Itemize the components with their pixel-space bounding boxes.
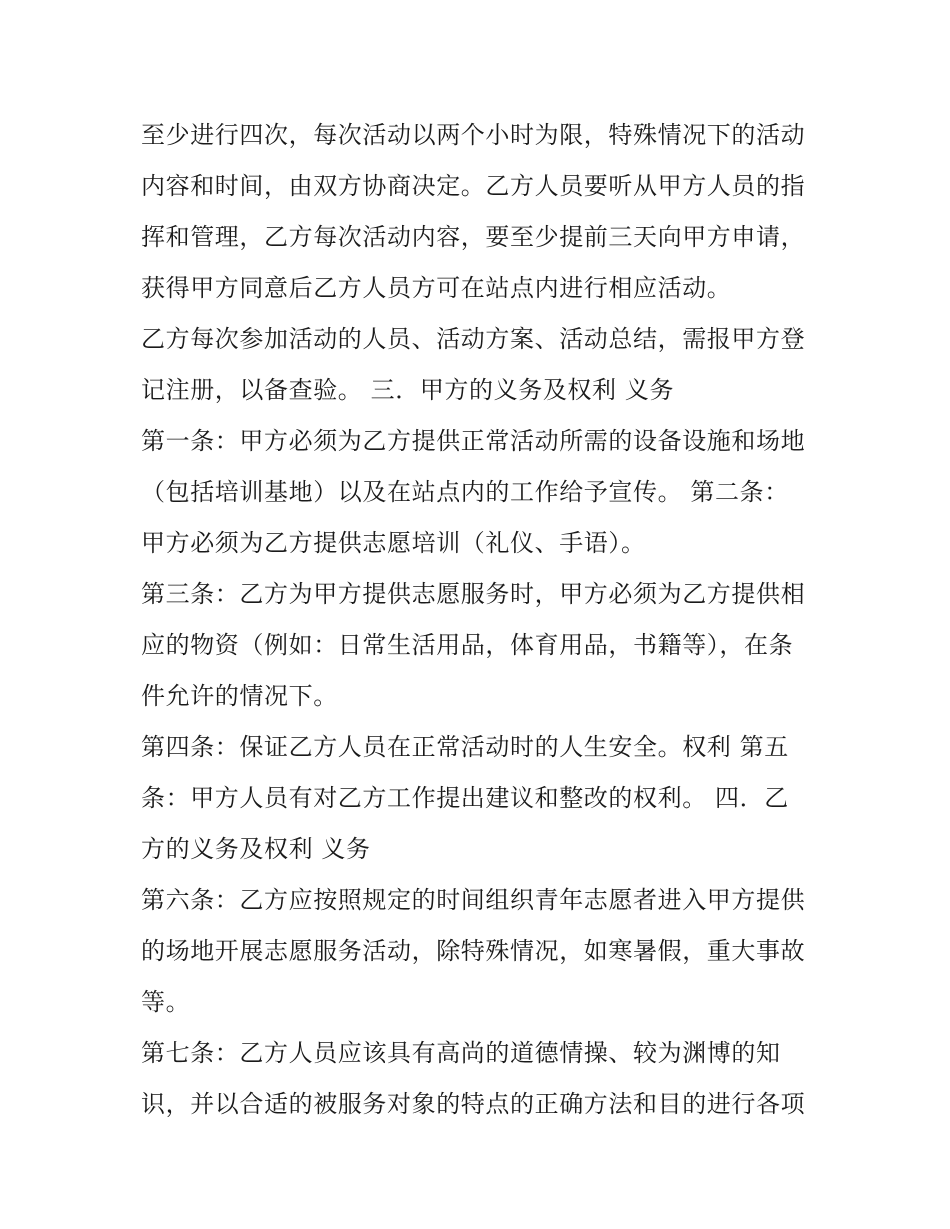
text-line: 件允许的情况下。 <box>141 682 338 710</box>
text-line: 条：甲方人员有对乙方工作提出建议和整改的权利。 四．乙 <box>141 784 789 812</box>
text-line: 内容和时间，由双方协商决定。乙方人员要听从甲方人员的指 <box>141 172 806 200</box>
text-line: 乙方每次参加活动的人员、活动方案、活动总结，需报甲方登 <box>141 325 806 353</box>
text-line: 第四条：保证乙方人员在正常活动时的人生安全。权利 第五 <box>141 733 789 761</box>
text-line: 至少进行四次，每次活动以两个小时为限，特殊情况下的活动 <box>141 121 806 149</box>
text-line: 第三条：乙方为甲方提供志愿服务时，甲方必须为乙方提供相 <box>141 580 806 608</box>
text-line: 识，并以合适的被服务对象的特点的正确方法和目的进行各项 <box>141 1090 806 1118</box>
text-line: 应的物资（例如：日常生活用品，体育用品，书籍等），在条 <box>141 631 794 659</box>
text-line: 第七条：乙方人员应该具有高尚的道德情操、较为渊博的知 <box>141 1039 781 1067</box>
text-line: 挥和管理，乙方每次活动内容，要至少提前三天向甲方申请， <box>141 223 806 251</box>
document-body <box>141 110 821 1130</box>
text-line: （包括培训基地）以及在站点内的工作给予宣传。 第二条： <box>141 478 789 506</box>
text-line: 方的义务及权利 义务 <box>141 835 371 863</box>
text-line: 的场地开展志愿服务活动，除特殊情况，如寒暑假，重大事故 <box>141 937 806 965</box>
text-line: 第一条：甲方必须为乙方提供正常活动所需的设备设施和场地 <box>141 427 806 455</box>
text-line: 甲方必须为乙方提供志愿培训（礼仪、手语）。 <box>141 529 646 557</box>
text-line: 获得甲方同意后乙方人员方可在站点内进行相应活动。 <box>141 274 732 302</box>
text-line: 记注册，以备查验。 三．甲方的义务及权利 义务 <box>141 376 675 404</box>
text-line: 第六条：乙方应按照规定的时间组织青年志愿者进入甲方提供 <box>141 886 806 914</box>
text-line: 等。 <box>141 988 191 1016</box>
